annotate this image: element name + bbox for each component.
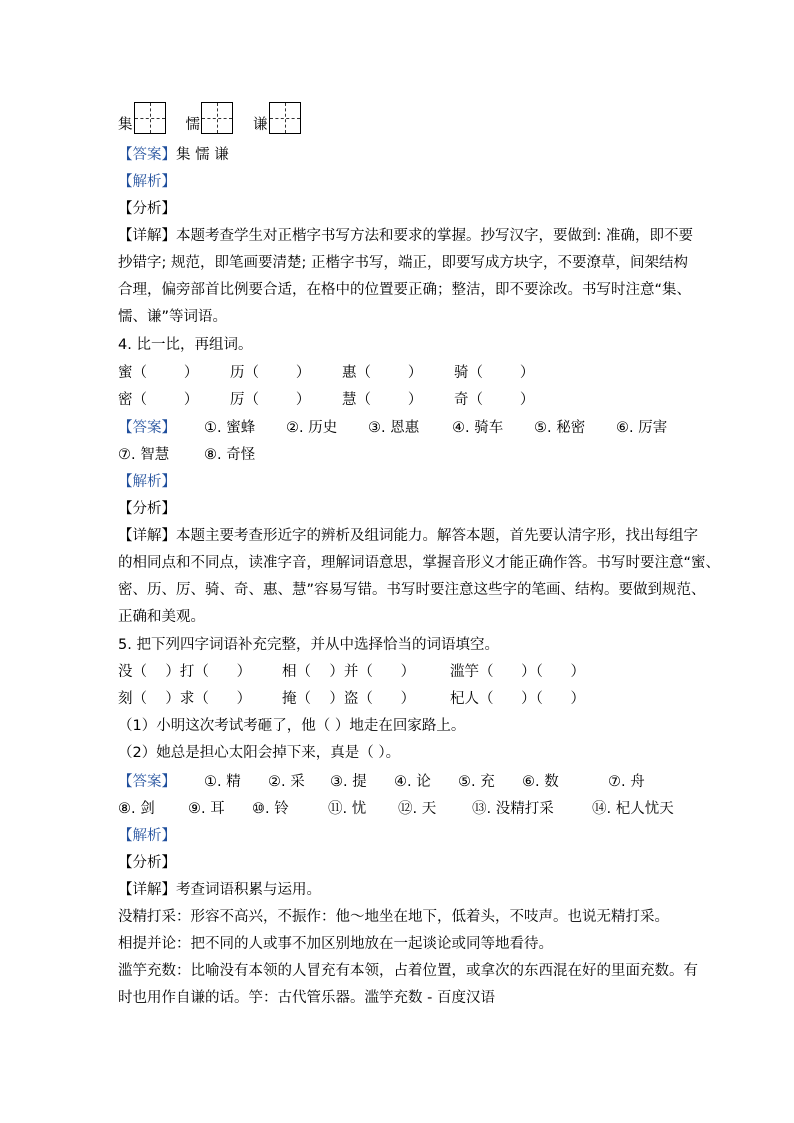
detail-line: 密、历、厉、骑、奇、惠、慧”容易写错。书写时要注意这些字的笔画、结构。要做到规范、 bbox=[118, 582, 706, 598]
answer-item: ⑤. 秘密 bbox=[534, 420, 586, 436]
word-blank: 慧（ ） bbox=[342, 392, 423, 408]
answer-line bbox=[118, 144, 678, 166]
word-blank: 蜜（ ） bbox=[118, 365, 199, 381]
answer-text: 集 懦 谦 bbox=[176, 147, 229, 163]
explain-line: 滥竽充数：比喻没有本领的人冒充有本领，占着位置，或拿次的东西混在好的里面充数。有 bbox=[118, 963, 698, 979]
fenxi-label: 【分析】 bbox=[118, 855, 176, 871]
answer-item: ⑧. 剑 bbox=[118, 801, 155, 817]
answer-item: ⑪. 忧 bbox=[328, 801, 367, 817]
detail-label: 【详解】 bbox=[118, 228, 176, 244]
answer-item: ⑦. 舟 bbox=[608, 774, 645, 790]
fill-sentence: （1）小明这次考试考砸了，他（ ）地走在回家路上。 bbox=[118, 718, 466, 734]
detail-line: 抄错字; 规范，即笔画要清楚; 正楷字书写，端正，即要写成方块字，不要潦草，间架结构 bbox=[118, 255, 688, 271]
answer-item: ④. 论 bbox=[394, 774, 431, 790]
idiom-row bbox=[118, 688, 678, 710]
detail-line: 合理，偏旁部首比例要合适，在格中的位置要正确；整洁，即不要涂改。书写时注意“集、 bbox=[118, 282, 692, 298]
grid-item bbox=[186, 102, 234, 134]
answer-item: ⑤. 充 bbox=[458, 774, 495, 790]
answer-item: ⑫. 天 bbox=[398, 801, 437, 817]
word-row bbox=[118, 362, 678, 384]
question-title: 4. 比一比，再组词。 bbox=[118, 337, 253, 353]
grid-char: 谦 bbox=[253, 117, 268, 133]
detail-text: 考查词语积累与运用。 bbox=[176, 882, 321, 898]
answer-item: ①. 蜜蜂 bbox=[204, 420, 256, 436]
answer-label: 【答案】 bbox=[118, 147, 176, 163]
idiom-blank: 刻（ ）求（ ） bbox=[118, 691, 252, 707]
answer-item: ⑩. 铃 bbox=[252, 801, 289, 817]
word-blank: 密（ ） bbox=[118, 392, 199, 408]
detail-text: 本题考查学生对正楷字书写方法和要求的掌握。抄写汉字，要做到: 准确，即不要 bbox=[176, 228, 693, 244]
answer-label: 【答案】 bbox=[118, 420, 176, 436]
grid-char: 懦 bbox=[185, 117, 200, 133]
fenxi-label: 【分析】 bbox=[118, 501, 176, 517]
word-blank: 奇（ ） bbox=[454, 392, 535, 408]
answer-item: ②. 历史 bbox=[286, 420, 338, 436]
fenxi-label: 【分析】 bbox=[118, 201, 176, 217]
tianzige-box bbox=[269, 102, 301, 134]
answer-line bbox=[118, 417, 678, 439]
analysis-label: 【解析】 bbox=[118, 174, 176, 190]
idiom-blank: 相（ ）并（ ） bbox=[282, 664, 416, 680]
explain-line: 相提并论：把不同的人或事不加区别地放在一起谈论或同等地看待。 bbox=[118, 936, 553, 952]
analysis-label: 【解析】 bbox=[118, 828, 176, 844]
grid-item bbox=[253, 102, 301, 134]
answer-item: ⑭. 杞人忧天 bbox=[592, 801, 674, 817]
answer-item: ①. 精 bbox=[204, 774, 241, 790]
detail-line: 的相同点和不同点，读准字音，理解词语意思，掌握音形义才能正确作答。书写时要注意“蜜、 bbox=[118, 555, 721, 571]
answer-item: ④. 骑车 bbox=[452, 420, 504, 436]
answer-label: 【答案】 bbox=[118, 774, 176, 790]
tianzige-row bbox=[118, 100, 317, 134]
grid-item bbox=[118, 102, 166, 134]
detail-line bbox=[118, 525, 698, 547]
word-blank: 惠（ ） bbox=[342, 365, 423, 381]
word-blank: 骑（ ） bbox=[454, 365, 535, 381]
answer-item: ⑨. 耳 bbox=[188, 801, 225, 817]
detail-label: 【详解】 bbox=[118, 882, 176, 898]
analysis-label: 【解析】 bbox=[118, 474, 176, 490]
tianzige-box bbox=[134, 102, 166, 134]
answer-item: ⑬. 没精打采 bbox=[472, 801, 554, 817]
word-blank: 历（ ） bbox=[230, 365, 311, 381]
answer-line bbox=[118, 798, 678, 820]
detail-label: 【详解】 bbox=[118, 528, 176, 544]
grid-char: 集 bbox=[118, 117, 133, 133]
idiom-row bbox=[118, 661, 678, 683]
detail-line: 正确和美观。 bbox=[118, 609, 205, 625]
answer-item: ③. 提 bbox=[330, 774, 367, 790]
detail-line bbox=[118, 225, 693, 247]
explain-line: 没精打采：形容不高兴，不振作：他～地坐在地下，低着头，不吱声。也说无精打采。 bbox=[118, 909, 669, 925]
answer-item: ⑧. 奇怪 bbox=[204, 447, 256, 463]
answer-line bbox=[118, 444, 678, 466]
idiom-blank: 杞人（ ）（ ） bbox=[450, 691, 586, 707]
detail-line: 懦、谦”等词语。 bbox=[118, 309, 228, 325]
idiom-blank: 掩（ ）盗（ ） bbox=[282, 691, 416, 707]
answer-line bbox=[118, 771, 678, 793]
idiom-blank: 没（ ）打（ ） bbox=[118, 664, 252, 680]
detail-line bbox=[118, 879, 678, 901]
detail-text: 本题主要考查形近字的辨析及组词能力。解答本题，首先要认清字形，找出每组字 bbox=[176, 528, 698, 544]
fill-sentence: （2）她总是担心太阳会掉下来，真是（ ）。 bbox=[118, 745, 401, 761]
answer-item: ⑥. 厉害 bbox=[616, 420, 668, 436]
answer-item: ⑥. 数 bbox=[522, 774, 559, 790]
tianzige-box bbox=[201, 102, 233, 134]
word-row bbox=[118, 389, 678, 411]
answer-item: ②. 采 bbox=[268, 774, 305, 790]
question-title: 5. 把下列四字词语补充完整，并从中选择恰当的词语填空。 bbox=[118, 637, 499, 653]
answer-item: ③. 恩惠 bbox=[368, 420, 420, 436]
idiom-blank: 滥竽（ ）（ ） bbox=[450, 664, 586, 680]
answer-item: ⑦. 智慧 bbox=[118, 447, 170, 463]
word-blank: 厉（ ） bbox=[230, 392, 311, 408]
explain-line: 时也用作自谦的话。竽：古代管乐器。滥竽充数 - 百度汉语 bbox=[118, 990, 495, 1006]
